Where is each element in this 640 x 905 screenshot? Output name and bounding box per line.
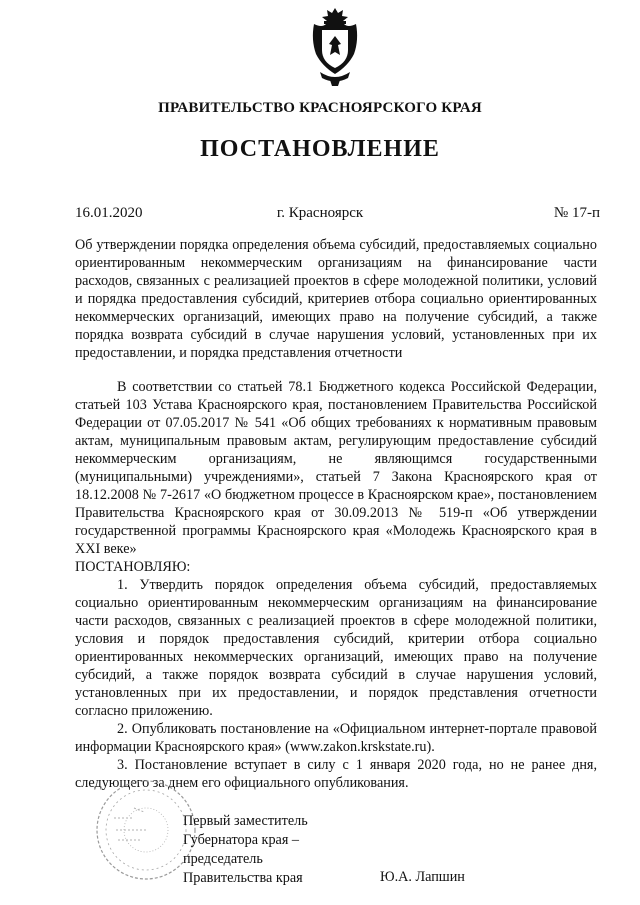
signatory-position-line: председатель bbox=[183, 851, 263, 867]
preamble-paragraph: В соответствии со статьей 78.1 Бюджетного кодекса Российской Федерации, статьей 103 Устава Красноярского края, постановлением Правительства Российской Федерации от 07.05.2017 № 541 «Об общих требованиях к нормативным правовым актам, муниципальным правовым актам, регулирующим предоставление субсидий некоммерческим организациям, не являющимся государственными (муниципальными) учреждениями», статьей 7 Закона Красноярского края от 18.12.2008 № 7-2617 «О бюджетном процессе в Красноярском крае», постановлением Правительства Красноярского края от 30.09.2013 № 519-п «Об утверждении государственной программы Красноярского края «Молодежь Красноярского края в XXI веке» bbox=[75, 379, 597, 557]
signatory-position-line: Губернатора края – bbox=[183, 832, 300, 848]
item-1-paragraph: 1. Утвердить порядок определения объема субсидий, предоставляемых социально ориентированным некоммерческим организациям на финансирование части расходов, связанных с реализацией проектов в сфере молодежной политики, условия и порядок предоставления субсидий, критерии отбора социально ориентированных некоммерческих организаций, имеющих право на получение субсидий, а также порядок возврата субсидий в случае нарушения условий, установленных при их предоставлении, и порядок представления отчетности согласно приложению. bbox=[75, 577, 597, 719]
coat-of-arms-emblem bbox=[310, 6, 360, 90]
document-subject: Об утверждении порядка определения объема субсидий, предоставляемых социально ориентированным некоммерческим организациям на финансирование части расходов, связанных с реализацией проектов в сфере молодежной политики, условий и порядка предоставления субсидий, критериев отбора социально ориентированных некоммерческих организаций, имеющих право на получение субсидий, а также порядка возврата субсидий в случае нарушения условий, установленных при их предоставлении, и порядка представления отчетности bbox=[75, 237, 597, 361]
document-city: г. Красноярск bbox=[276, 205, 364, 221]
item-3-paragraph: 3. Постановление вступает в силу с 1 января 2020 года, но не ранее дня, следующего за днем его официального опубликования. bbox=[75, 757, 597, 791]
document-date: 16.01.2020 bbox=[75, 205, 143, 221]
government-title: ПРАВИТЕЛЬСТВО КРАСНОЯРСКОГО КРАЯ bbox=[158, 100, 482, 116]
signatory-position-line: Правительства края bbox=[183, 870, 303, 886]
signatory-position bbox=[183, 812, 308, 888]
item-2-paragraph: 2. Опубликовать постановление на «Официальном интернет-портале правовой информации Красноярского края» (www.zakon.krskstate.ru). bbox=[75, 721, 597, 755]
signatory-position-line: Первый заместитель bbox=[183, 813, 308, 829]
document-body bbox=[75, 378, 597, 792]
decree-word: ПОСТАНОВЛЯЮ: bbox=[75, 559, 191, 575]
document-number: № 17-п bbox=[553, 205, 600, 221]
signatory-name: Ю.А. Лапшин bbox=[380, 869, 465, 885]
document-type-title: ПОСТАНОВЛЕНИЕ bbox=[200, 136, 440, 162]
